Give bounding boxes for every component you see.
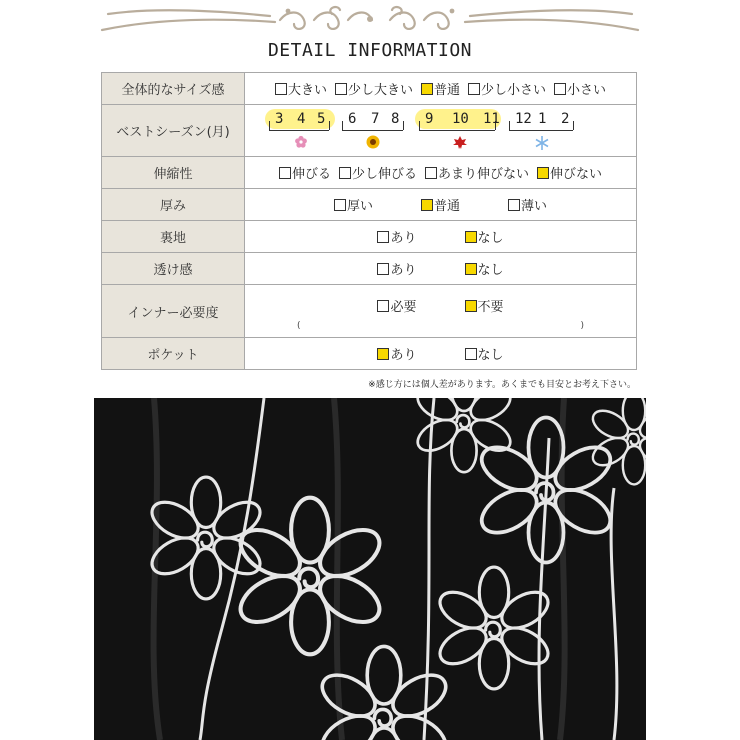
option-item <box>537 163 602 182</box>
option-item <box>468 79 546 98</box>
option-label: あまり伸びない <box>438 167 530 182</box>
season-tick <box>403 121 404 130</box>
option-label: 伸びる <box>291 167 331 182</box>
option-item <box>421 79 460 98</box>
checkbox-checked-icon <box>421 83 433 95</box>
option-item <box>465 259 504 278</box>
season-tick <box>329 121 330 130</box>
checkbox-empty-icon <box>339 167 351 179</box>
option-item <box>421 195 460 214</box>
checkbox-empty-icon <box>377 263 389 275</box>
checkbox-empty-icon <box>508 199 520 211</box>
option-item <box>508 195 547 214</box>
option-label: 伸びない <box>550 167 603 182</box>
option-label: なし <box>477 348 504 363</box>
row-label-size: 全体的なサイズ感 <box>102 73 245 105</box>
option-item <box>339 163 417 182</box>
month-label: 1 <box>538 111 547 127</box>
checkbox-checked-icon <box>465 263 477 275</box>
checkbox-checked-icon <box>465 300 477 312</box>
option-label: 小さい <box>567 83 607 98</box>
checkbox-empty-icon <box>275 83 287 95</box>
checkbox-empty-icon <box>377 231 389 243</box>
option-label: あり <box>390 231 417 246</box>
table-row <box>102 157 637 189</box>
row-label-inner: インナー必要度 <box>102 285 245 338</box>
month-label: 3 <box>275 111 284 127</box>
season-tick <box>419 121 420 130</box>
option-item <box>465 344 504 363</box>
checkbox-checked-icon <box>377 348 389 360</box>
table-row <box>102 189 637 221</box>
snowflake-icon <box>534 135 550 155</box>
table-row <box>102 285 637 338</box>
detail-table <box>101 72 637 370</box>
option-label: あり <box>390 348 417 363</box>
inner-options <box>245 296 636 315</box>
checkbox-checked-icon <box>537 167 549 179</box>
option-label: 少し大きい <box>347 83 413 98</box>
month-scale <box>245 105 636 156</box>
option-label: あり <box>390 263 417 278</box>
checkbox-checked-icon <box>421 199 433 211</box>
option-item <box>465 227 504 246</box>
table-row <box>102 105 637 157</box>
page-title: DETAIL INFORMATION <box>267 40 473 61</box>
checkbox-checked-icon <box>465 231 477 243</box>
option-label: 薄い <box>521 199 548 214</box>
season-bracket-line <box>342 130 403 131</box>
month-label: 12 <box>515 111 532 127</box>
option-label: 少し小さい <box>481 83 547 98</box>
month-label: 11 <box>483 111 500 127</box>
option-item <box>465 296 504 315</box>
stretch-options <box>245 157 637 189</box>
checkbox-empty-icon <box>425 167 437 179</box>
row-label-thickness: 厚み <box>102 189 245 221</box>
row-label-sheerness: 透け感 <box>102 253 245 285</box>
checkbox-empty-icon <box>554 83 566 95</box>
sunflower-icon <box>366 135 380 153</box>
season-bracket-line <box>509 130 573 131</box>
row-label-pocket: ポケット <box>102 338 245 370</box>
month-label: 4 <box>297 111 306 127</box>
season-tick <box>342 121 343 130</box>
option-item <box>334 195 373 214</box>
month-label: 8 <box>391 111 400 127</box>
option-item <box>279 163 331 182</box>
option-item <box>377 344 416 363</box>
option-label: 普通 <box>433 199 460 214</box>
table-row <box>102 73 637 105</box>
lining-options <box>245 221 637 253</box>
flower-icon <box>294 135 308 153</box>
option-item <box>377 296 416 315</box>
option-label: 不要 <box>477 299 504 315</box>
embroidered-flower-fabric-image <box>94 398 646 740</box>
disclaimer-note: ※感じ方には個人差があります。あくまでも目安とお考え下さい。 <box>368 380 636 390</box>
row-label-season: ベストシーズン(月) <box>102 105 245 157</box>
checkbox-empty-icon <box>335 83 347 95</box>
row-label-stretch: 伸縮性 <box>102 157 245 189</box>
option-label: 普通 <box>433 83 460 98</box>
checkbox-empty-icon <box>377 300 389 312</box>
sheerness-options <box>245 253 637 285</box>
season-bracket-line <box>269 130 329 131</box>
option-label: 少し伸びる <box>351 167 417 182</box>
option-item <box>377 259 416 278</box>
month-label: 7 <box>371 111 380 127</box>
checkbox-empty-icon <box>465 348 477 360</box>
month-label: 6 <box>348 111 357 127</box>
paren-right: ) <box>580 321 584 331</box>
season-cell <box>245 105 637 157</box>
thickness-options <box>245 189 637 221</box>
option-item <box>554 79 606 98</box>
fabric-photo <box>94 398 646 740</box>
inner-cell <box>245 285 637 338</box>
option-label: なし <box>477 263 504 278</box>
season-tick <box>509 121 510 130</box>
pocket-options <box>245 338 637 370</box>
table-row <box>102 221 637 253</box>
option-item <box>275 79 327 98</box>
table-row <box>102 253 637 285</box>
decorative-ornament <box>100 2 640 36</box>
season-tick <box>573 121 574 130</box>
season-tick <box>269 121 270 130</box>
maple-leaf-icon <box>452 135 468 155</box>
month-label: 2 <box>561 111 570 127</box>
option-item <box>425 163 529 182</box>
checkbox-empty-icon <box>468 83 480 95</box>
option-label: 必要 <box>390 299 417 315</box>
option-item <box>335 79 413 98</box>
checkbox-empty-icon <box>279 167 291 179</box>
month-label: 9 <box>425 111 434 127</box>
size-options <box>245 73 637 105</box>
checkbox-empty-icon <box>334 199 346 211</box>
month-label: 10 <box>452 111 469 127</box>
option-item <box>377 227 416 246</box>
option-label: 厚い <box>346 199 373 214</box>
month-label: 5 <box>317 111 326 127</box>
option-label: 大きい <box>287 83 327 98</box>
season-bracket-line <box>419 130 495 131</box>
paren-left: ( <box>297 321 301 331</box>
row-label-lining: 裏地 <box>102 221 245 253</box>
option-label: なし <box>477 231 504 246</box>
table-row <box>102 338 637 370</box>
